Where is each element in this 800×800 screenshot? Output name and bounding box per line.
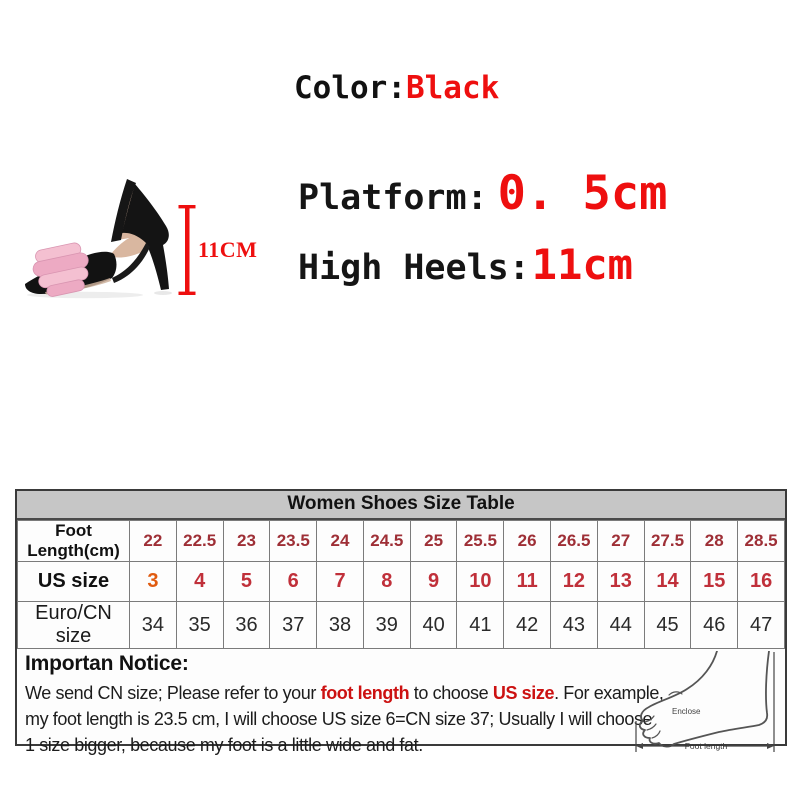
- size-cell: 7: [317, 562, 364, 602]
- high-heels-line: [298, 240, 633, 289]
- size-cell: 10: [457, 562, 504, 602]
- size-cell: 43: [551, 602, 598, 649]
- size-cell: 45: [644, 602, 691, 649]
- foot-length-highlight: foot length: [320, 683, 410, 703]
- size-row-label: Foot Length(cm): [18, 521, 130, 562]
- size-cell: 3: [130, 562, 177, 602]
- size-cell: 37: [270, 602, 317, 649]
- size-cell: 23.5: [270, 521, 317, 562]
- heel-height-label: 11CM: [198, 237, 258, 262]
- size-cell: 13: [597, 562, 644, 602]
- notice-line-2: my foot length is 23.5 cm, I will choose US size 6=CN size 37; Usually I will choose: [25, 709, 653, 729]
- size-table-title: Women Shoes Size Table: [17, 491, 785, 520]
- size-cell: 22.5: [176, 521, 223, 562]
- size-cell: 23: [223, 521, 270, 562]
- high-heels-label: High Heels:: [298, 248, 530, 288]
- size-cell: 26.5: [551, 521, 598, 562]
- size-cell: 41: [457, 602, 504, 649]
- size-cell: 34: [130, 602, 177, 649]
- size-cell: 46: [691, 602, 738, 649]
- size-cell: 6: [270, 562, 317, 602]
- size-cell: 36: [223, 602, 270, 649]
- size-cell: 24: [317, 521, 364, 562]
- color-value: Black: [405, 70, 500, 106]
- important-notice: [17, 649, 785, 755]
- size-cell: 28.5: [738, 521, 785, 562]
- size-cell: 40: [410, 602, 457, 649]
- high-heels-value: 11cm: [531, 240, 633, 289]
- size-table-grid: [17, 520, 785, 649]
- foot-measurement-diagram: [629, 651, 785, 755]
- size-table-row: [18, 562, 785, 602]
- notice-title: Importan Notice:: [25, 652, 189, 675]
- size-cell: 15: [691, 562, 738, 602]
- size-row-label: US size: [18, 562, 130, 602]
- platform-label: Platform:: [298, 178, 488, 218]
- size-cell: 24.5: [363, 521, 410, 562]
- size-table: [15, 489, 787, 755]
- size-cell: 27.5: [644, 521, 691, 562]
- notice-line-3: 1 size bigger, because my foot is a little wide and fat.: [25, 735, 423, 755]
- size-table-row: [18, 521, 785, 562]
- size-cell: 39: [363, 602, 410, 649]
- us-size-highlight: US size: [492, 683, 555, 703]
- platform-line: [298, 166, 667, 221]
- heel-height-measure-line: [178, 205, 196, 295]
- size-cell: 27: [597, 521, 644, 562]
- enclose-label: Enclose: [672, 707, 701, 716]
- size-cell: 28: [691, 521, 738, 562]
- size-row-label: Euro/CN size: [18, 602, 130, 649]
- product-shoe-image: [15, 176, 180, 301]
- size-cell: 11: [504, 562, 551, 602]
- size-table-row: [18, 602, 785, 649]
- size-cell: 8: [363, 562, 410, 602]
- size-cell: 25.5: [457, 521, 504, 562]
- platform-value: 0. 5cm: [497, 166, 668, 221]
- size-cell: 26: [504, 521, 551, 562]
- size-cell: 14: [644, 562, 691, 602]
- size-cell: 35: [176, 602, 223, 649]
- size-cell: 44: [597, 602, 644, 649]
- size-cell: 16: [738, 562, 785, 602]
- size-cell: 47: [738, 602, 785, 649]
- size-cell: 5: [223, 562, 270, 602]
- foot-length-label: Foot length: [684, 741, 728, 751]
- size-cell: 42: [504, 602, 551, 649]
- size-cell: 38: [317, 602, 364, 649]
- size-cell: 22: [130, 521, 177, 562]
- size-cell: 25: [410, 521, 457, 562]
- notice-line-1: We send CN size; Please refer to your foot length to choose US size. For example,: [25, 683, 664, 703]
- size-cell: 4: [176, 562, 223, 602]
- color-line: [294, 70, 499, 106]
- size-cell: 12: [551, 562, 598, 602]
- size-cell: 9: [410, 562, 457, 602]
- color-label: Color:: [294, 70, 406, 106]
